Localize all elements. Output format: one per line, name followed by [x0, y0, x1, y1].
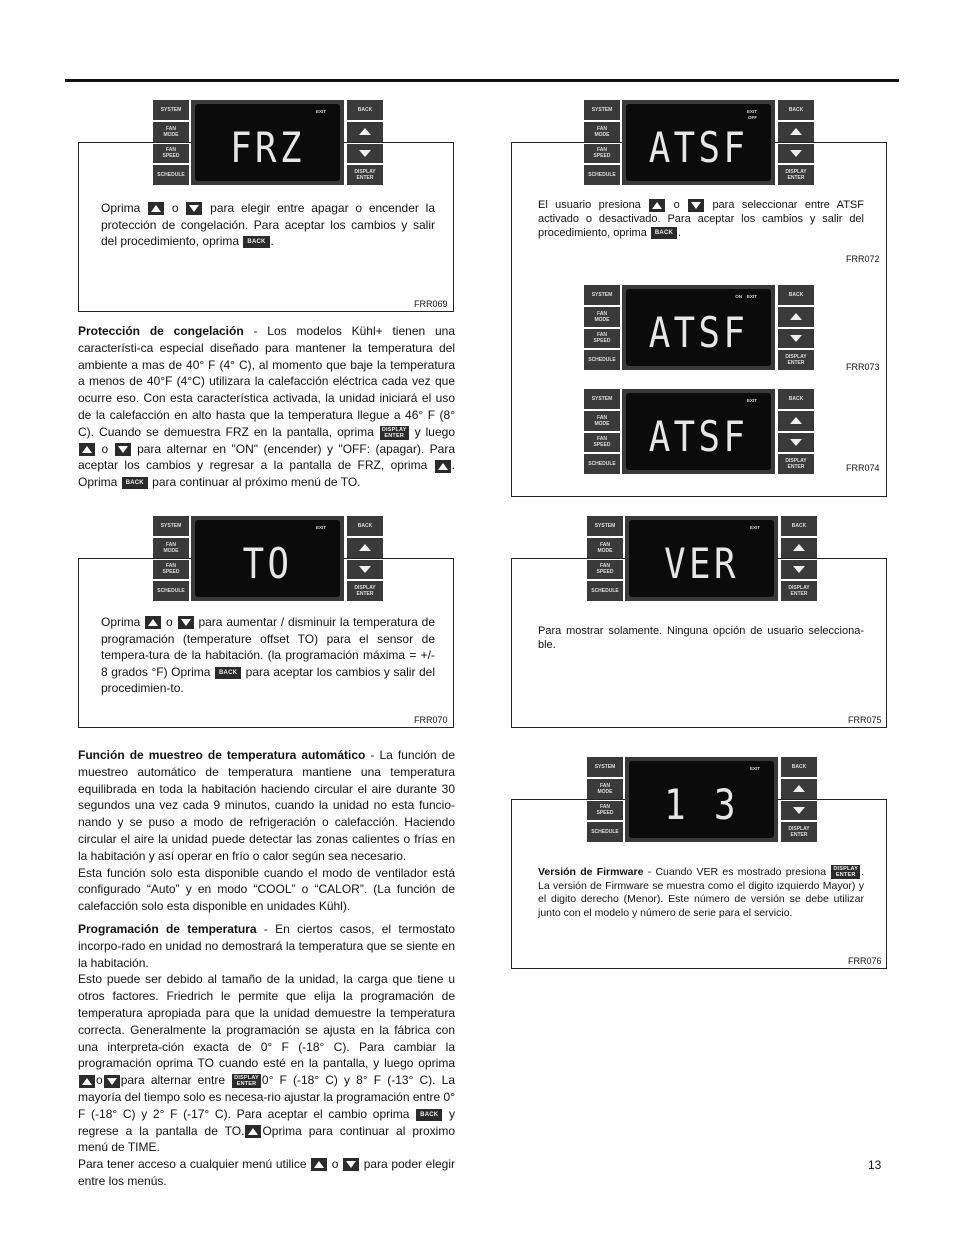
down-arrow-icon — [186, 202, 202, 215]
up-arrow-icon — [793, 544, 805, 551]
text-run: para aceptar los cambios y salir del procedimien-to. — [101, 664, 436, 696]
down-button[interactable] — [347, 144, 383, 164]
display-enter-button-icon: DISPLAY ENTER — [234, 1075, 259, 1087]
control-panel — [584, 389, 816, 474]
right-button-column — [781, 516, 817, 601]
down-arrow-icon — [359, 150, 371, 157]
display-enter-button[interactable]: DISPLAY ENTER — [778, 350, 814, 370]
down-arrow-icon — [104, 1075, 120, 1088]
lcd-readout: ATSF — [648, 412, 749, 461]
up-arrow-icon — [148, 202, 164, 215]
right-button-column — [781, 757, 817, 842]
system-button[interactable]: SYSTEM — [584, 389, 620, 409]
up-button[interactable] — [778, 122, 814, 142]
right-button-column — [778, 389, 814, 474]
left-button-column — [587, 516, 623, 601]
down-button[interactable] — [781, 801, 817, 821]
display-enter-button[interactable]: DISPLAY ENTER — [781, 822, 817, 842]
lcd-screen — [629, 520, 774, 597]
bold-heading: Versión de Firmware — [538, 865, 644, 878]
back-button-icon: BACK — [416, 1109, 442, 1121]
fan-mode-button[interactable]: FAN MODE — [584, 122, 620, 142]
down-button[interactable] — [778, 144, 814, 164]
bold-heading: Programación de temperatura — [78, 922, 257, 936]
up-arrow-icon — [790, 313, 802, 320]
fan-speed-button[interactable]: FAN SPEED — [153, 144, 189, 164]
atsf-instructions — [538, 198, 864, 240]
paragraph — [78, 747, 455, 865]
schedule-button[interactable]: SCHEDULE — [153, 165, 189, 185]
lcd-readout: ATSF — [648, 308, 749, 357]
text-run: El usuario presiona — [538, 199, 649, 211]
fan-mode-button[interactable]: FAN MODE — [153, 538, 189, 558]
back-button-icon: BACK — [122, 477, 148, 489]
system-button[interactable]: SYSTEM — [587, 757, 623, 777]
lcd-readout: FRZ — [230, 123, 305, 172]
fan-speed-button[interactable]: FAN SPEED — [587, 560, 623, 580]
lcd-screen — [195, 104, 340, 181]
down-arrow-icon — [343, 1158, 359, 1171]
up-arrow-icon — [790, 128, 802, 135]
figure-code: FRR073 — [846, 362, 880, 372]
text-run: Para tener acceso a cualquier menú utilice — [78, 1157, 311, 1172]
figure-code: FRR074 — [846, 463, 880, 473]
down-button[interactable] — [347, 560, 383, 580]
text-run: - La función de muestreo automático de temperatura mantiene una temperatura equilibrada en toda la habitación haciendo circular el aire durante 30 segundos una vez cada 9 minutos, cuando la unidad no esta funcio-nando y se puso a modo de refrigeración o calefacción. Haciendo circular el aire la unidad puede detectar las zonas calientes o frías en la habitación y así operar en frío o calor según sea necesario. — [78, 748, 455, 863]
text-run: Oprima para continuar al proximo menú de TIME. — [78, 1123, 456, 1155]
paragraph — [78, 323, 455, 491]
text-run: 0° F (-18° C) y 8° F (-13° C). La mayoría del tiempo solo es necesa-rio ajustar la programación entre 0° F (-18° C) y 2° F (-17° C). Para aceptar el cambio oprima — [78, 1073, 455, 1121]
down-arrow-icon — [793, 566, 805, 573]
lcd-readout: VER — [664, 539, 739, 588]
paragraph — [78, 971, 455, 1156]
left-button-column — [584, 285, 620, 370]
text-run: para seleccionar entre ATSF activado o desactivado. Para aceptar los cambios y salir del procedimiento, oprima — [538, 199, 864, 239]
lcd-screen — [195, 520, 340, 597]
text-run: Oprima — [101, 201, 148, 215]
schedule-button[interactable]: SCHEDULE — [587, 581, 623, 601]
left-button-column — [584, 389, 620, 474]
text-run: Oprima — [101, 615, 145, 629]
up-arrow-icon — [79, 443, 95, 456]
lcd-screen — [626, 289, 771, 366]
left-button-column — [584, 100, 620, 185]
control-panel — [153, 100, 385, 185]
text-run: o — [666, 199, 688, 211]
control-panel — [584, 285, 816, 370]
control-panel — [584, 100, 816, 185]
figure-code: FRR076 — [848, 956, 882, 966]
text-run: y regrese a la pantalla de TO. — [78, 1106, 455, 1138]
up-arrow-icon — [359, 128, 371, 135]
right-button-column — [778, 100, 814, 185]
lcd-display — [191, 100, 344, 185]
lcd-status-label: EXIT — [749, 525, 760, 530]
text-run: y luego — [409, 424, 456, 439]
up-button[interactable] — [778, 411, 814, 431]
display-enter-button[interactable]: DISPLAY ENTER — [778, 454, 814, 474]
paragraph — [78, 865, 455, 915]
paragraph — [78, 1156, 455, 1190]
page-number: 13 — [868, 1158, 882, 1172]
lcd-display — [622, 389, 775, 474]
text-run: . — [678, 227, 682, 239]
lcd-screen — [626, 104, 771, 181]
up-arrow-icon — [311, 1158, 327, 1171]
text-run: para continuar al próximo menú de TO. — [148, 475, 361, 490]
lcd-status-label: ON EXIT — [735, 294, 757, 299]
down-arrow-icon — [688, 199, 704, 212]
up-button[interactable] — [781, 538, 817, 558]
up-arrow-icon — [793, 785, 805, 792]
figure-code: FRR069 — [414, 299, 448, 309]
display-enter-button-icon: DISPLAY ENTER — [833, 866, 859, 878]
lcd-readout: 1 3 — [664, 780, 739, 829]
text-run: para aumentar / disminuir la temperatura de programación (temperature offset TO) para el sensor de tempera-tura de la habitación. (la programación máxima = +/- 8 grados °F) Oprima — [101, 615, 435, 679]
fan-mode-button[interactable]: FAN MODE — [584, 307, 620, 327]
back-button[interactable]: BACK — [778, 389, 814, 409]
fan-mode-button[interactable]: FAN MODE — [584, 411, 620, 431]
down-arrow-icon — [790, 335, 802, 342]
text-run: - Cuando VER es mostrado presiona — [643, 865, 831, 878]
up-button[interactable] — [781, 779, 817, 799]
right-button-column — [778, 285, 814, 370]
lcd-display — [625, 757, 778, 842]
control-panel — [587, 757, 819, 842]
lcd-display — [625, 516, 778, 601]
schedule-button[interactable]: SCHEDULE — [153, 581, 189, 601]
programacion-paragraph — [78, 921, 455, 1190]
back-button[interactable]: BACK — [778, 100, 814, 120]
text-run: para alternar entre — [120, 1073, 232, 1088]
ver-description — [538, 624, 864, 652]
text-run: para alternar en "ON" (encender) y "OFF: (apagar). Para aceptar los cambios y regresar a la pantalla de FRZ, oprima — [78, 441, 455, 473]
text-run: . Oprima — [78, 458, 455, 490]
display-enter-button-icon: DISPLAY ENTER — [381, 426, 407, 439]
system-button[interactable]: SYSTEM — [584, 285, 620, 305]
fan-speed-button[interactable]: FAN SPEED — [584, 144, 620, 164]
fan-speed-button[interactable]: FAN SPEED — [153, 560, 189, 580]
system-button[interactable]: SYSTEM — [587, 516, 623, 536]
back-button[interactable]: BACK — [347, 100, 383, 120]
up-button[interactable] — [778, 307, 814, 327]
schedule-button[interactable]: SCHEDULE — [584, 454, 620, 474]
lcd-status-label: EXIT — [315, 525, 326, 530]
lcd-status-label: EXIT OFF — [746, 109, 757, 120]
up-arrow-icon — [79, 1075, 95, 1088]
figure-code: FRR070 — [414, 715, 448, 725]
lcd-display — [622, 100, 775, 185]
lcd-screen — [626, 393, 771, 470]
text-run: - En ciertos casos, el termostato incorpo-rado en unidad no demostrará la temperatura que se siente en la habitación. — [78, 922, 456, 970]
proteccion-paragraph — [78, 323, 455, 491]
back-button-icon: BACK — [243, 236, 269, 248]
back-button[interactable]: BACK — [781, 516, 817, 536]
firmware-description — [538, 865, 864, 921]
right-button-column — [347, 516, 383, 601]
up-button[interactable] — [347, 538, 383, 558]
display-enter-button[interactable]: DISPLAY ENTER — [347, 581, 383, 601]
back-button[interactable]: BACK — [347, 516, 383, 536]
up-arrow-icon — [790, 417, 802, 424]
text-run: o — [96, 441, 114, 456]
fan-speed-button[interactable]: FAN SPEED — [584, 329, 620, 349]
display-enter-button[interactable]: DISPLAY ENTER — [781, 581, 817, 601]
down-arrow-icon — [793, 807, 805, 814]
system-button[interactable]: SYSTEM — [584, 100, 620, 120]
text-run: o — [328, 1157, 343, 1172]
schedule-button[interactable]: SCHEDULE — [584, 165, 620, 185]
up-arrow-icon — [245, 1125, 261, 1138]
bold-heading: Función de muestreo de temperatura automático — [78, 748, 366, 762]
paragraph — [78, 921, 455, 971]
down-arrow-icon — [115, 443, 131, 456]
lcd-screen — [629, 761, 774, 838]
down-button[interactable] — [778, 433, 814, 453]
fan-speed-button[interactable]: FAN SPEED — [587, 801, 623, 821]
figure-code: FRR075 — [848, 715, 882, 725]
down-arrow-icon — [178, 616, 194, 629]
left-button-column — [587, 757, 623, 842]
text-run: . La versión de Firmware se muestra como el digito izquierdo Mayor) y el digito derecho (Menor). Este número de versión se debe utilizar junto con el modelo y número de serie para el servicio. — [538, 865, 864, 920]
bold-heading: Protección de congelación — [78, 324, 244, 338]
text-run: para elegir entre apagar o encender la protección de congelación. Para aceptar los cambios y salir del procedimiento, oprima — [101, 201, 435, 249]
fan-speed-button[interactable]: FAN SPEED — [584, 433, 620, 453]
lcd-status-label: EXIT — [315, 109, 326, 114]
back-button-icon: BACK — [651, 227, 677, 239]
lcd-readout: ATSF — [648, 123, 749, 172]
back-button-icon: BACK — [215, 667, 241, 679]
up-arrow-icon — [359, 544, 371, 551]
control-panel — [587, 516, 819, 601]
up-arrow-icon — [435, 460, 451, 473]
up-arrow-icon — [649, 199, 665, 212]
schedule-button[interactable]: SCHEDULE — [587, 822, 623, 842]
up-button[interactable] — [347, 122, 383, 142]
control-panel — [153, 516, 385, 601]
fan-mode-button[interactable]: FAN MODE — [153, 122, 189, 142]
down-arrow-icon — [790, 439, 802, 446]
right-button-column — [347, 100, 383, 185]
text-run: para poder elegir entre los menús. — [78, 1157, 456, 1188]
lcd-status-label: EXIT — [746, 398, 757, 403]
down-arrow-icon — [359, 566, 371, 573]
text-run: o — [162, 615, 177, 629]
header-rule — [65, 79, 899, 82]
frz-instructions — [101, 200, 435, 250]
muestreo-paragraph — [78, 747, 455, 915]
left-button-column — [153, 100, 189, 185]
down-button[interactable] — [778, 329, 814, 349]
text-run: Para mostrar solamente. Ninguna opción de usuario selecciona-ble. — [538, 625, 864, 651]
to-instructions — [101, 614, 435, 697]
fan-mode-button[interactable]: FAN MODE — [587, 538, 623, 558]
schedule-button[interactable]: SCHEDULE — [584, 350, 620, 370]
back-button[interactable]: BACK — [781, 757, 817, 777]
lcd-display — [622, 285, 775, 370]
up-arrow-icon — [145, 616, 161, 629]
lcd-readout: TO — [242, 539, 293, 588]
down-arrow-icon — [790, 150, 802, 157]
lcd-display — [191, 516, 344, 601]
lcd-status-label: EXIT — [749, 766, 760, 771]
down-button[interactable] — [781, 560, 817, 580]
display-enter-button[interactable]: DISPLAY ENTER — [778, 165, 814, 185]
text-run: o — [165, 201, 186, 215]
text-run: o — [96, 1073, 103, 1088]
text-run: Esta función solo esta disponible cuando el modo de ventilador está configurado “Auto” y en modo “COOL” o “CALOR”. (La función de calefacción solo esta disponible en unidades Kühl). — [78, 865, 455, 914]
display-enter-button[interactable]: DISPLAY ENTER — [347, 165, 383, 185]
fan-mode-button[interactable]: FAN MODE — [587, 779, 623, 799]
system-button[interactable]: SYSTEM — [153, 100, 189, 120]
text-run: Esto puede ser debido al tamaño de la unidad, la carga que tiene u otros factores. Friedrich le permite que elija la programación de temperatura apropiada para que la unidad demuestre la temperatura correcta. Generalmente la programación se ajusta en la fábrica con una interpreta-ción exacta de 0° F (-18° C). Para cambiar la programación oprima TO cuando esté en la pantalla, y luego oprima — [78, 972, 455, 1071]
text-run: . — [270, 234, 274, 249]
text-run: - Los modelos Kühl+ tienen una característi-ca especial diseñado para mantener la temperatura del ambiente a mas de 40° F (4° C), al momento que baje la temperatura a menos de 40°F (4°C) utilizara la calefacción eléctrica cada vez que ocurre eso. Con esta característica activada, la unidad iniciará el uso de la calefacción en alto hasta que la temperatura llegue a 46° F (8° C). Cuando se demuestra FRZ en la pantalla, oprima — [78, 324, 456, 439]
left-button-column — [153, 516, 189, 601]
back-button[interactable]: BACK — [778, 285, 814, 305]
system-button[interactable]: SYSTEM — [153, 516, 189, 536]
figure-code: FRR072 — [846, 254, 880, 264]
